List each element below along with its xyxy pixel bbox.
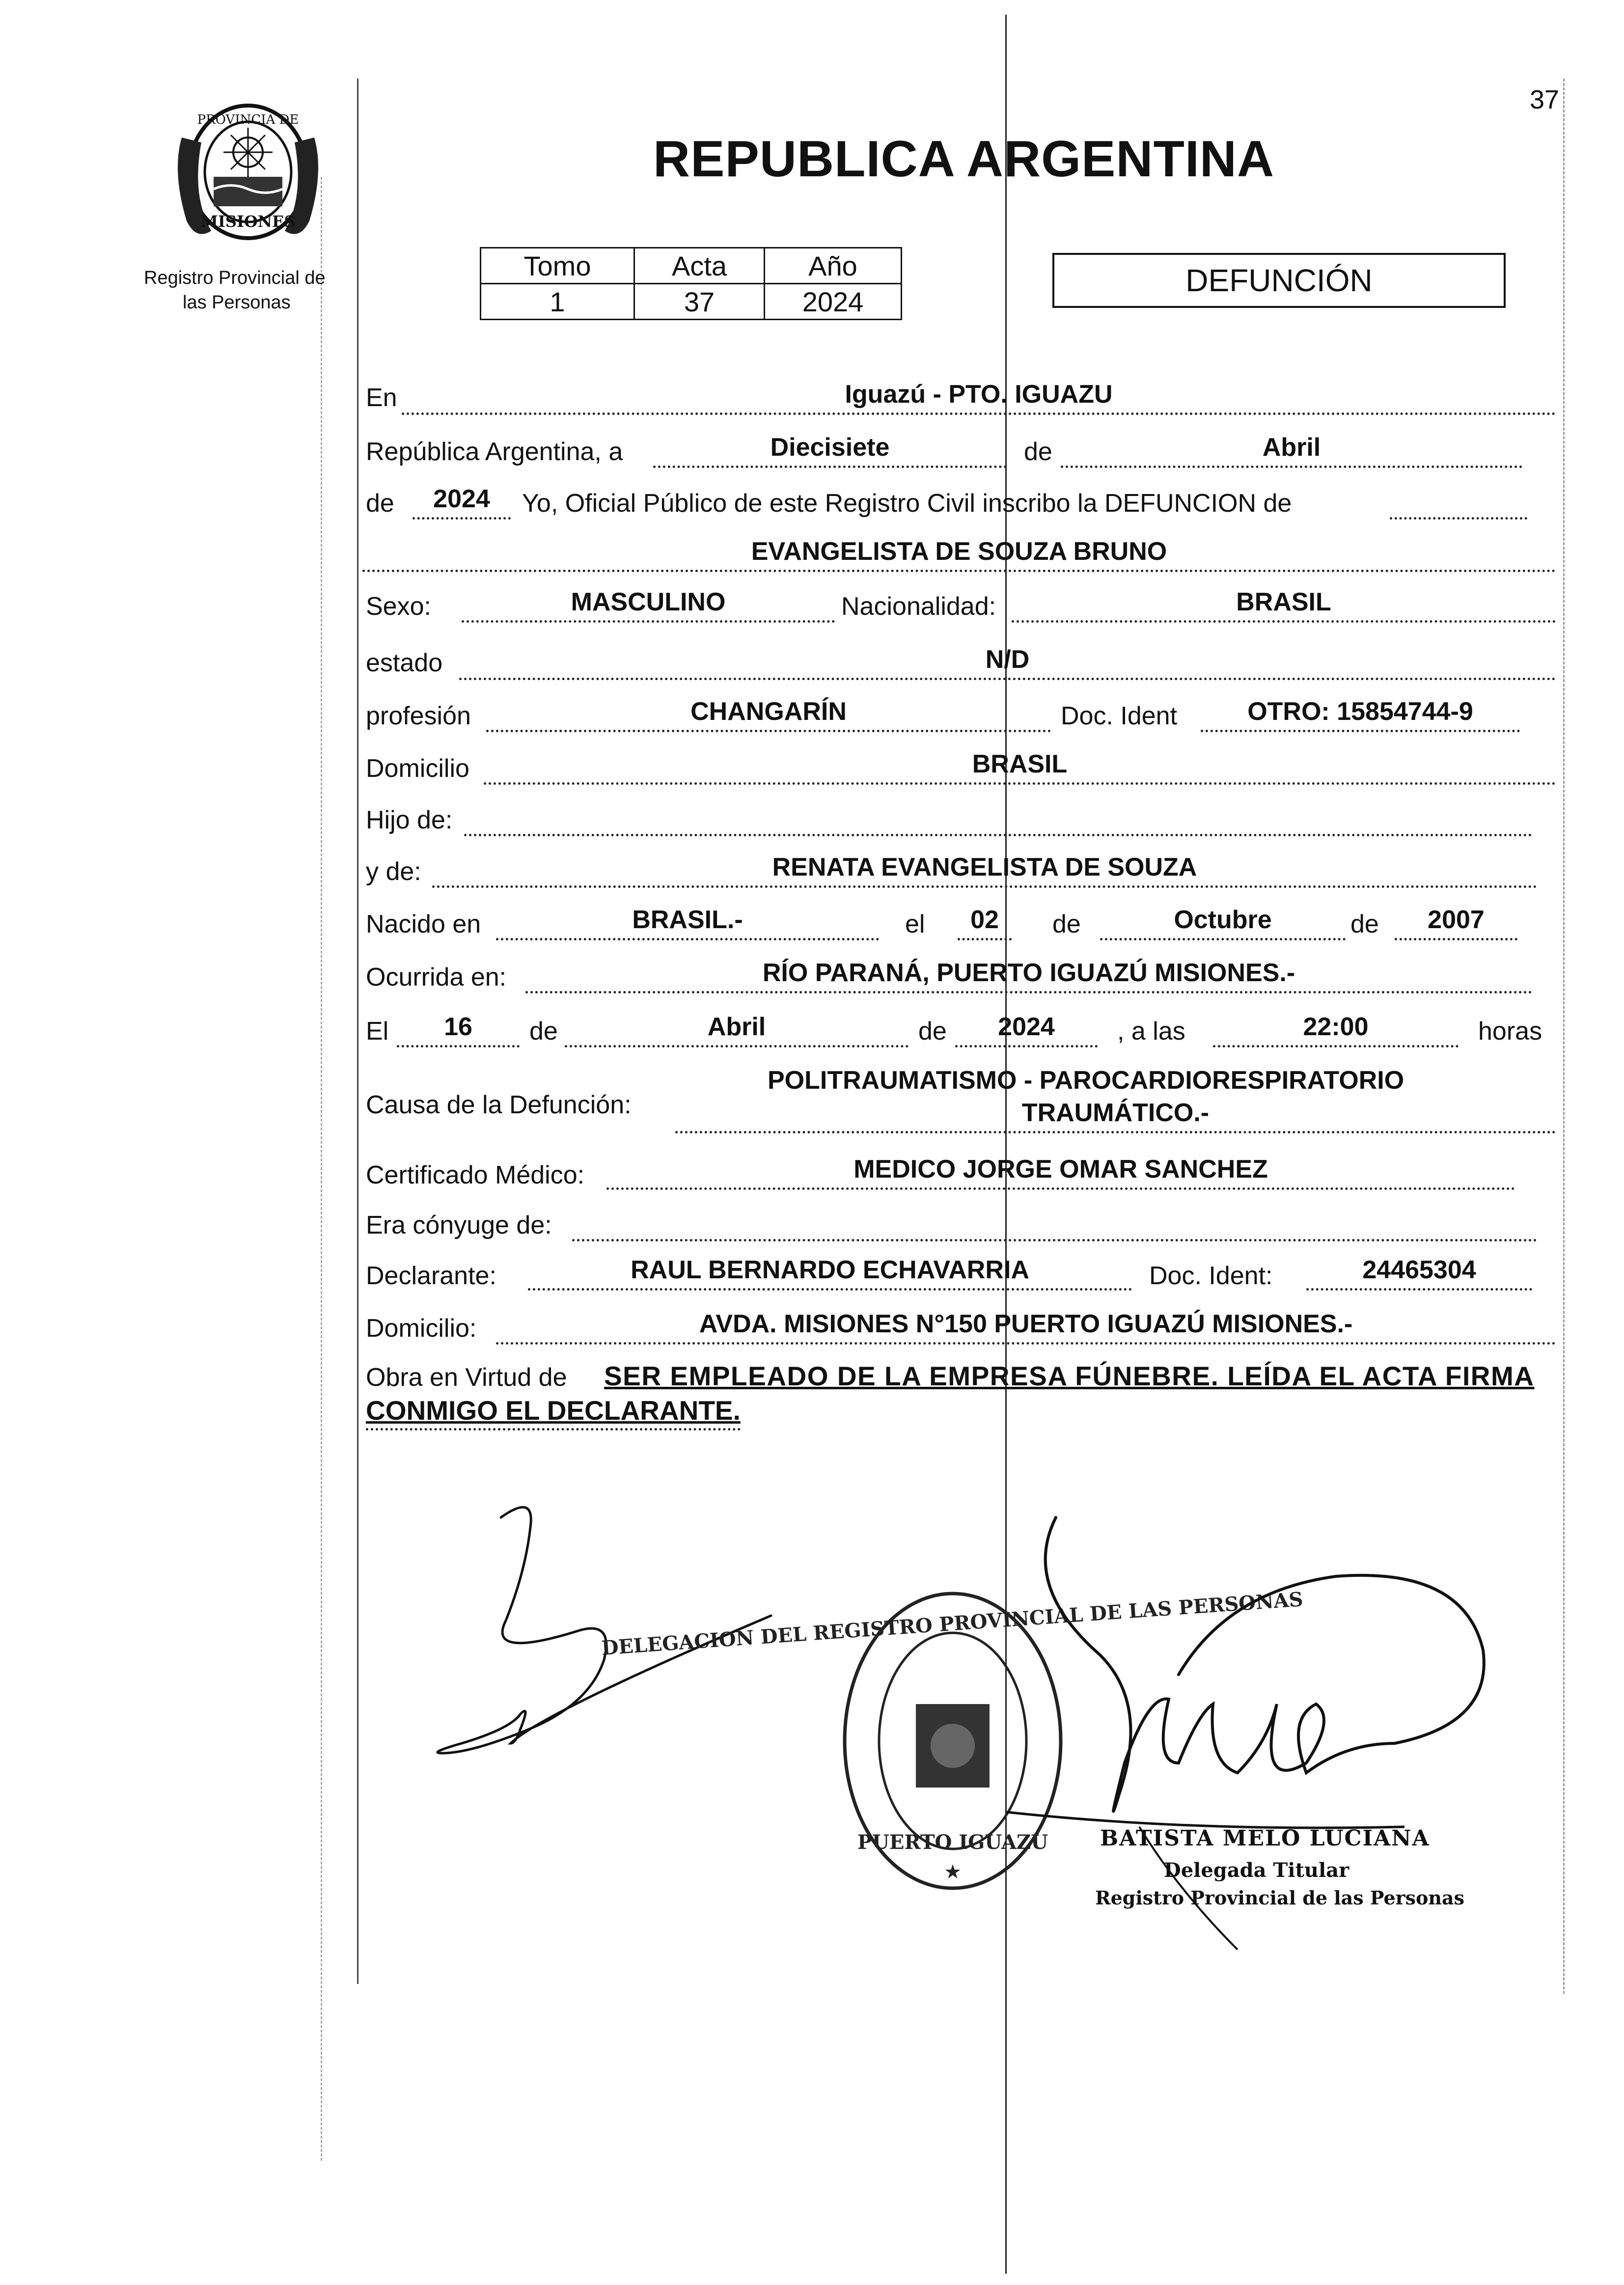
- spouse-label: Era cónyuge de:: [366, 1211, 552, 1239]
- left-margin-line: [357, 79, 358, 1984]
- death-record-year: 2024: [413, 484, 511, 520]
- right-dashed-edge: [1563, 79, 1565, 1994]
- birth-de1-label: de: [1052, 910, 1081, 938]
- occurred-value: RÍO PARANÁ, PUERTO IGUAZÚ MISIONES.-: [525, 958, 1532, 993]
- officer-name: BATISTA MELO LUCIANA: [1100, 1826, 1430, 1851]
- doc-label: Doc. Ident: [1061, 702, 1178, 730]
- death-record-month: Abril: [1061, 432, 1522, 468]
- officer-statement-fill: [1390, 484, 1527, 520]
- civil-status-label: estado: [366, 649, 443, 677]
- page-title: REPUBLICA ARGENTINA: [653, 131, 1275, 188]
- medical-cert-label: Certificado Médico:: [366, 1161, 585, 1189]
- nationality-value: BRASIL: [1012, 587, 1556, 623]
- child-of-value: [464, 800, 1532, 836]
- death-de2-label: de: [918, 1017, 947, 1046]
- birth-year: 2007: [1395, 905, 1517, 940]
- svg-text:PROVINCIA DE: PROVINCIA DE: [197, 112, 299, 127]
- death-month: Abril: [565, 1012, 908, 1047]
- civil-status-value: N/D: [459, 644, 1556, 680]
- ref-value-anio: 2024: [765, 284, 902, 320]
- officer-statement: Yo, Oficial Público de este Registro Civil inscribo la DEFUNCION de: [522, 489, 1292, 518]
- officer-role: Delegada Titular: [1164, 1859, 1349, 1882]
- death-de1-label: de: [529, 1017, 558, 1046]
- death-record-day: Diecisiete: [653, 432, 1007, 468]
- svg-text:DELEGACION DEL REGISTRO PROVIN: DELEGACION DEL REGISTRO PROVINCIAL DE LAS PERSONAS: [601, 1588, 1304, 1660]
- ref-header-anio: Año: [765, 248, 902, 284]
- declarant-value: RAUL BERNARDO ECHAVARRIA: [528, 1255, 1132, 1291]
- hours-label: horas: [1478, 1017, 1542, 1046]
- officer-office: Registro Provincial de las Personas: [1095, 1887, 1465, 1909]
- spouse-value: [572, 1206, 1537, 1241]
- ref-value-acta: 37: [634, 284, 765, 320]
- birth-el-label: el: [905, 910, 925, 938]
- birth-de2-label: de: [1350, 910, 1379, 938]
- sex-value: MASCULINO: [462, 587, 835, 623]
- death-day: 16: [397, 1012, 520, 1047]
- provincial-seal-logo: [167, 98, 329, 250]
- born-in-value: BRASIL.-: [496, 905, 879, 940]
- registry-name-line2: las Personas: [183, 292, 291, 313]
- medical-cert-value: MEDICO JORGE OMAR SANCHEZ: [606, 1154, 1515, 1190]
- svg-text:MISIONES: MISIONES: [200, 212, 296, 231]
- svg-text:★: ★: [944, 1861, 962, 1883]
- death-el-label: El: [366, 1017, 389, 1046]
- death-year: 2024: [955, 1012, 1098, 1047]
- deceased-name: EVANGELISTA DE SOUZA BRUNO: [362, 536, 1556, 572]
- ref-header-tomo: Tomo: [481, 248, 634, 284]
- nationality-label: Nacionalidad:: [841, 592, 996, 621]
- cause-label: Causa de la Defunción:: [366, 1091, 632, 1119]
- death-time: 22:00: [1213, 1012, 1459, 1047]
- document-type-box: DEFUNCIÓN: [1052, 253, 1506, 308]
- virtue-line2: CONMIGO EL DECLARANTE.: [366, 1395, 741, 1431]
- page-number: 37: [1530, 85, 1560, 114]
- doc-value: OTRO: 15854744-9: [1201, 696, 1520, 732]
- declarant-label: Declarante:: [366, 1262, 496, 1290]
- death-time-label: , a las: [1117, 1017, 1185, 1046]
- mother-name: RENATA EVANGELISTA DE SOUZA: [432, 852, 1537, 888]
- profession-label: profesión: [366, 702, 471, 730]
- birth-day: 02: [958, 905, 1012, 940]
- occurred-label: Ocurrida en:: [366, 963, 507, 991]
- left-dashed-edge: [321, 177, 322, 2161]
- date-intro-label: República Argentina, a: [366, 438, 623, 466]
- birth-month: Octubre: [1100, 905, 1346, 940]
- virtue-label: Obra en Virtud de: [366, 1363, 567, 1392]
- address-value: BRASIL: [484, 749, 1556, 785]
- declarant-doc-value: 24465304: [1306, 1255, 1532, 1291]
- ref-value-tomo: 1: [481, 284, 634, 320]
- cause-line1: POLITRAUMATISMO - PAROCARDIORESPIRATORIO: [768, 1066, 1404, 1095]
- and-of-label: y de:: [366, 857, 421, 886]
- place-label: En: [366, 384, 397, 412]
- place-value: Iguazú - PTO. IGUAZU: [402, 379, 1556, 415]
- virtue-line1: SER EMPLEADO DE LA EMPRESA FÚNEBRE. LEÍDA EL ACTA FIRMA: [604, 1361, 1535, 1391]
- year-prefix-label: de: [366, 489, 394, 518]
- ref-header-acta: Acta: [634, 248, 765, 284]
- registry-name-line1: Registro Provincial de: [144, 268, 326, 288]
- declarant-address-value: AVDA. MISIONES N°150 PUERTO IGUAZÚ MISIONES.-: [496, 1309, 1556, 1345]
- officer-signature: [992, 1488, 1542, 1955]
- child-of-label: Hijo de:: [366, 806, 453, 834]
- cause-line2: TRAUMÁTICO.-: [675, 1098, 1556, 1133]
- sex-label: Sexo:: [366, 592, 431, 621]
- declarant-address-label: Domicilio:: [366, 1314, 477, 1343]
- address-label: Domicilio: [366, 754, 469, 783]
- reference-table: [480, 247, 902, 320]
- born-in-label: Nacido en: [366, 910, 481, 938]
- profession-value: CHANGARÍN: [486, 696, 1051, 732]
- declarant-doc-label: Doc. Ident:: [1149, 1262, 1273, 1290]
- svg-text:PUERTO IGUAZU: PUERTO IGUAZU: [857, 1831, 1048, 1854]
- date-de-label: de: [1024, 438, 1052, 466]
